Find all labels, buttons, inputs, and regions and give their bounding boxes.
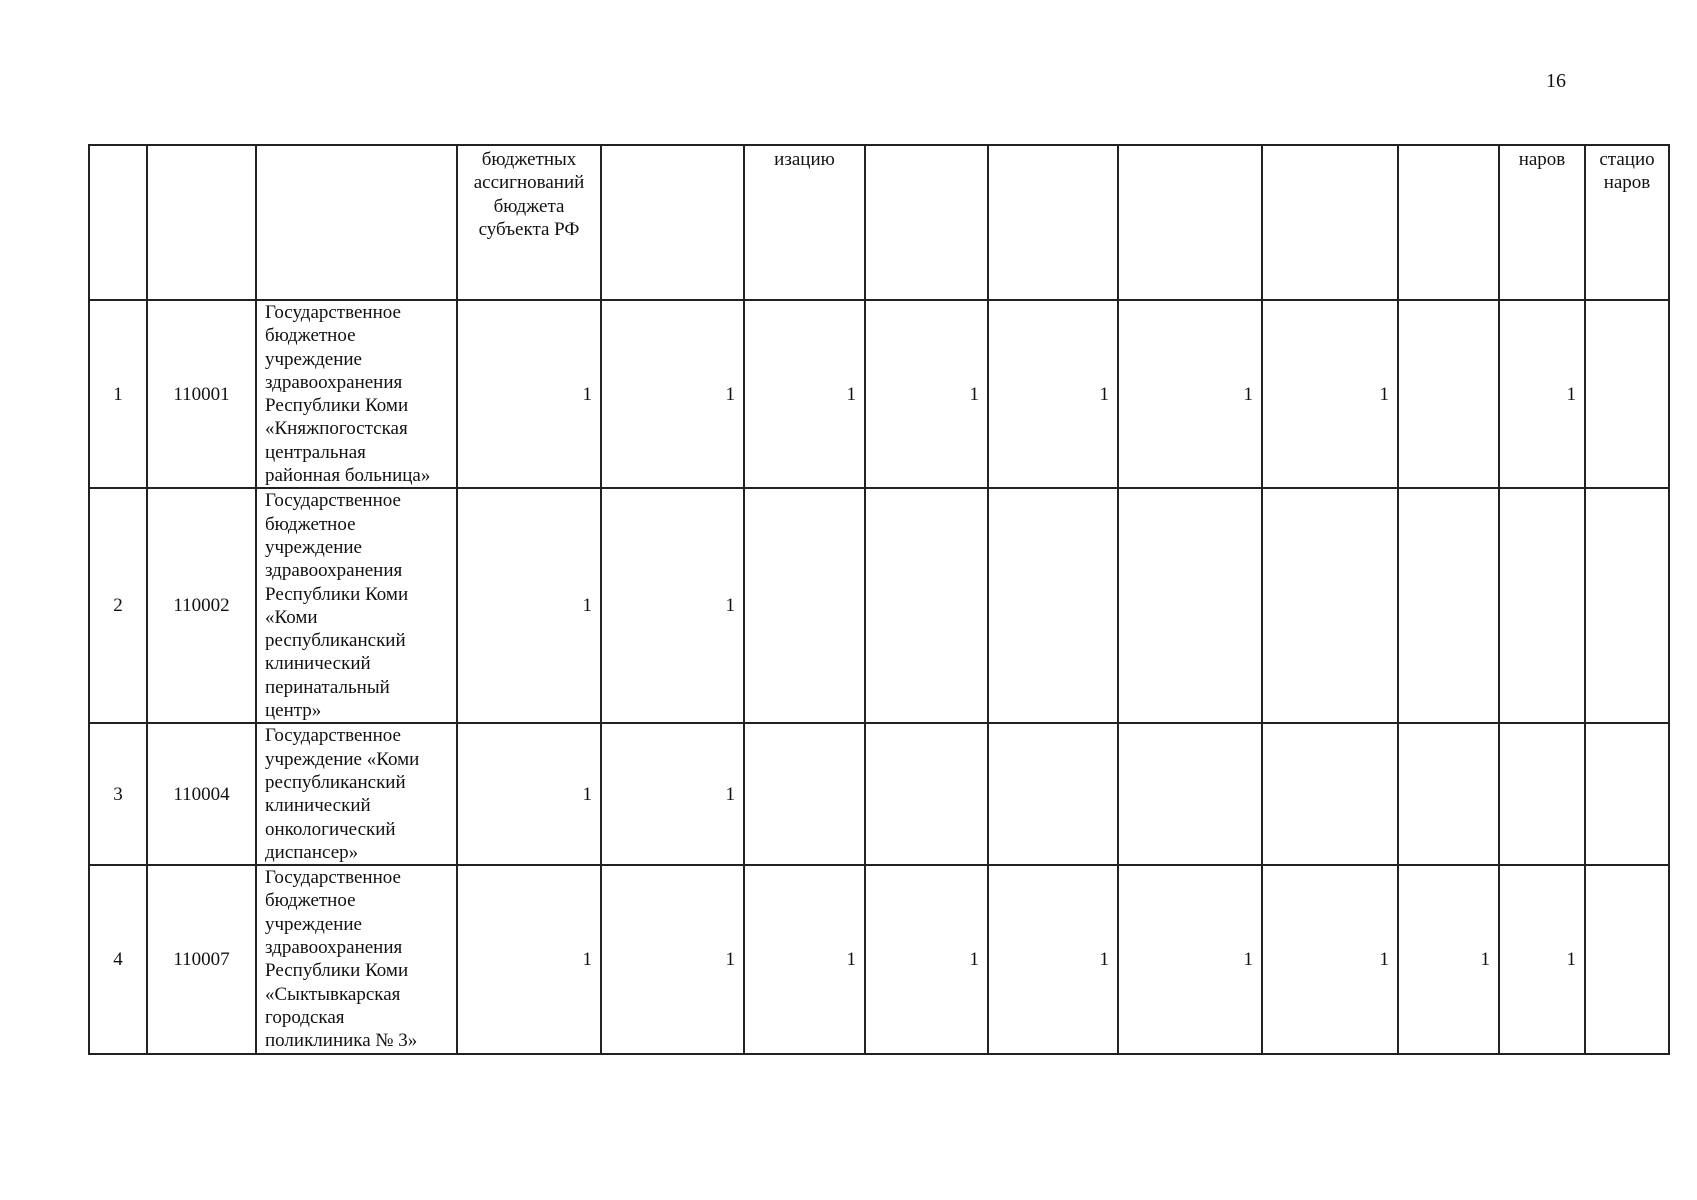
value-cell: 1 (1398, 865, 1499, 1053)
value-cell: 1 (1262, 300, 1398, 488)
value-cell: 1 (1118, 300, 1262, 488)
row-number-cell: 4 (89, 865, 147, 1053)
value-cell: 1 (865, 865, 988, 1053)
value-cell: 1 (1499, 300, 1585, 488)
value-cell (1398, 488, 1499, 723)
header-cell (1118, 145, 1262, 300)
value-cell (1585, 488, 1669, 723)
value-cell (865, 723, 988, 865)
value-cell: 1 (1262, 865, 1398, 1053)
header-cell: бюджетных ассигнований бюджета субъекта РФ (457, 145, 601, 300)
value-cell (1585, 865, 1669, 1053)
value-cell (1499, 488, 1585, 723)
header-cell (601, 145, 744, 300)
header-cell (865, 145, 988, 300)
header-cell (256, 145, 457, 300)
value-cell: 1 (601, 723, 744, 865)
value-cell (1262, 723, 1398, 865)
table-header-row (89, 145, 1669, 300)
header-cell: изацию (744, 145, 865, 300)
institution-name-cell: Государственное учреждение «Коми республиканский клинический онкологический диспансер» (256, 723, 457, 865)
page-number: 16 (1546, 70, 1566, 92)
header-cell (147, 145, 256, 300)
value-cell: 1 (1499, 865, 1585, 1053)
value-cell (1585, 723, 1669, 865)
header-cell: наров (1499, 145, 1585, 300)
header-cell (1398, 145, 1499, 300)
value-cell (1262, 488, 1398, 723)
value-cell (1499, 723, 1585, 865)
value-cell (988, 723, 1118, 865)
row-number-cell: 3 (89, 723, 147, 865)
value-cell: 1 (744, 865, 865, 1053)
row-number-cell: 1 (89, 300, 147, 488)
header-cell: стацио наров (1585, 145, 1669, 300)
row-code-cell: 110007 (147, 865, 256, 1053)
value-cell (1118, 723, 1262, 865)
value-cell (1118, 488, 1262, 723)
value-cell: 1 (457, 488, 601, 723)
value-cell: 1 (601, 865, 744, 1053)
value-cell: 1 (457, 723, 601, 865)
institution-name-cell: Государственное бюджетное учреждение здравоохранения Республики Коми «Княжпогостская центральная районная больница» (256, 300, 457, 488)
row-number-cell: 2 (89, 488, 147, 723)
row-code-cell: 110004 (147, 723, 256, 865)
value-cell: 1 (988, 300, 1118, 488)
value-cell: 1 (1118, 865, 1262, 1053)
value-cell: 1 (601, 300, 744, 488)
value-cell: 1 (988, 865, 1118, 1053)
table-row (89, 488, 1669, 723)
value-cell (1398, 723, 1499, 865)
value-cell (1398, 300, 1499, 488)
value-cell (988, 488, 1118, 723)
value-cell: 1 (865, 300, 988, 488)
value-cell: 1 (457, 865, 601, 1053)
institution-name-cell: Государственное бюджетное учреждение здравоохранения Республики Коми «Сыктывкарская городская поликлиника № 3» (256, 865, 457, 1053)
value-cell: 1 (457, 300, 601, 488)
header-cell (1262, 145, 1398, 300)
header-cell (988, 145, 1118, 300)
table-row (89, 723, 1669, 865)
value-cell (1585, 300, 1669, 488)
institution-name-cell: Государственное бюджетное учреждение здравоохранения Республики Коми «Коми республиканский клинический перинатальный центр» (256, 488, 457, 723)
value-cell: 1 (744, 300, 865, 488)
value-cell: 1 (601, 488, 744, 723)
table-row (89, 300, 1669, 488)
table-row (89, 865, 1669, 1053)
value-cell (865, 488, 988, 723)
header-cell (89, 145, 147, 300)
row-code-cell: 110002 (147, 488, 256, 723)
value-cell (744, 723, 865, 865)
value-cell (744, 488, 865, 723)
data-table (88, 144, 1670, 1055)
row-code-cell: 110001 (147, 300, 256, 488)
